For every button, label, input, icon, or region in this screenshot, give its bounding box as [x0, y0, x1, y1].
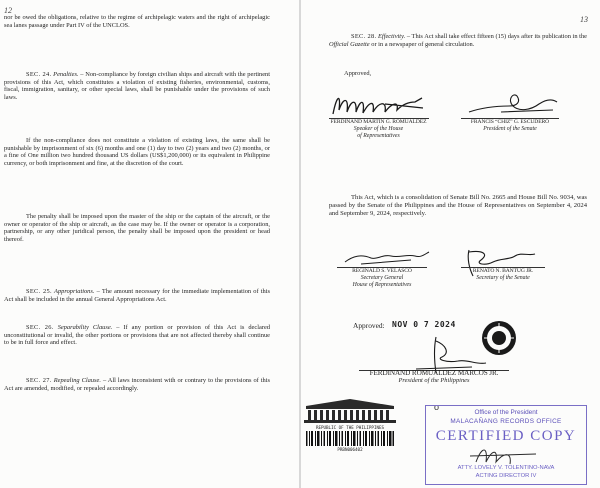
speaker-name: FERDINAND MARTIN G. ROMUALDEZ — [330, 119, 427, 125]
section-27-paragraph — [4, 377, 270, 392]
section-24-paragraph-2: If the non-compliance does not constitute a violation of existing laws, the same shall be punishable by imprisonment of six (6) months and one (1) day to two (2) years and two (2) months, or a fine of One million two hundred thousand US dollars (US$1,200,000) or its equivalent in Philippine currency, or both imprisonment and fine, at the discretion of the court. — [4, 137, 270, 167]
speaker-title-1: Speaker of the House — [353, 126, 404, 132]
president-name: FERDINAND ROMUALDEZ MARCOS JR. — [369, 369, 499, 377]
section-25-number: SEC. 25. — [26, 288, 52, 295]
cert-signer-title: ACTING DIRECTOR IV — [475, 473, 537, 479]
barcode-block — [300, 398, 400, 454]
approved-label: Approved, — [344, 70, 372, 77]
senate-president-signature — [461, 90, 561, 120]
section-25-title: Appropriations. — [54, 288, 95, 295]
page-number-left: 12 — [4, 6, 12, 15]
section-28-body-a: – This Act shall take effect fifteen (15) days after its publication in the — [405, 33, 587, 40]
official-gazette: Official Gazette — [329, 40, 370, 48]
certified-copy-stamp — [425, 405, 587, 485]
section-24-number: SEC. 24. — [26, 71, 52, 78]
cert-signer-name: ATTY. LOVELY V. TOLENTINO-NAVA — [457, 465, 555, 471]
section-25-paragraph — [4, 288, 270, 303]
senate-president-title: President of the Senate — [483, 126, 537, 132]
approved-stamp-date: NOV 0 7 2024 — [392, 320, 456, 329]
president-title: President of the Philippines — [398, 377, 470, 384]
section-28-number: SEC. 28. — [351, 33, 377, 40]
senate-president-name: FRANCIS “CHIZ” G. ESCUDERO — [470, 119, 550, 125]
secretary-general-signature — [341, 246, 431, 268]
section-24-paragraph — [4, 71, 270, 101]
secretary-general-title-2: House of Representatives — [352, 282, 412, 288]
secretary-general-title-1: Secretary General — [360, 275, 404, 281]
approved-stamp-label: Approved: — [353, 321, 385, 330]
malacanang-palace-icon — [302, 398, 398, 424]
section-24-title: Penalties. — [53, 71, 79, 78]
cert-certified-copy: CERTIFIED COPY — [435, 428, 577, 444]
senate-secretary-title: Secretary of the Senate — [476, 275, 530, 281]
barcode-label: REPUBLIC OF THE PHILIPPINES — [315, 425, 385, 430]
section-24-paragraph-3: The penalty shall be imposed upon the master of the ship or the captain of the aircraft, or the owner or operator of the ship or aircraft, as the case may be. If the owner or operator is a corporation, partnership, or any other juridical person, the penalty shall be imposed upon the president or head thereof. — [4, 213, 270, 243]
cert-records-line: MALACAÑANG RECORDS OFFICE — [450, 418, 562, 425]
scan-mark: o — [434, 402, 440, 412]
secretary-general-name: REGINALD S. VELASCO — [352, 268, 412, 274]
page-number-right: 13 — [580, 15, 588, 24]
section-26-title: Separability Clause. — [57, 324, 113, 331]
left-page — [0, 0, 299, 488]
senate-secretary-name: RENATO N. BANTUG JR. — [472, 268, 534, 274]
barcode-number: PRBN006402 — [337, 447, 363, 452]
barcode-icon — [306, 431, 394, 446]
section-27-title: Repealing Clause. — [53, 377, 101, 384]
section-26-number: SEC. 26. — [26, 324, 54, 331]
section-27-number: SEC. 27. — [26, 377, 52, 384]
section-28-title: Effectivity. — [378, 33, 406, 40]
section-28-paragraph — [329, 33, 587, 48]
section-28-body-b: or in a newspaper of general circulation. — [369, 40, 475, 48]
section-24-body: – Non-compliance by foreign civilian ships and aircraft with the pertinent provisions of this Act, which constitutes a violation of existing fisheries, environmental, customs, fiscal, immigration, sanitary, or other special laws, shall be punishable under the provisions of such laws. — [4, 71, 270, 101]
section-25-body: – The amount necessary for the immediate implementation of this Act shall be included in the annual General Appropriations Act. — [4, 288, 270, 303]
speaker-title-2: of Representatives — [357, 133, 400, 139]
intro-paragraph: nor be owed the obligations, relative to the regime of archipelagic waters and the right of archipelagic sea lanes passage under Part IV of the UNCLOS. — [4, 14, 270, 29]
cert-office-line: Office of the President — [474, 409, 538, 416]
speaker-signature — [329, 90, 427, 120]
section-26-body: – If any portion or provision of this Act is declared unconstitutional or invalid, the other portions or provisions that are not affected thereby shall continue to be in full force and effect. — [4, 324, 271, 347]
consolidation-paragraph: This Act, which is a consolidation of Senate Bill No. 2665 and House Bill No. 9034, was passed by the Senate of the Philippines and the House of Representatives on September 4, 2024 and September 9, 2024, respectively. — [329, 194, 587, 217]
section-26-paragraph — [4, 324, 270, 347]
section-27-body: – All laws inconsistent with or contrary to the provisions of this Act are amended, modified, or repealed accordingly. — [4, 377, 270, 392]
